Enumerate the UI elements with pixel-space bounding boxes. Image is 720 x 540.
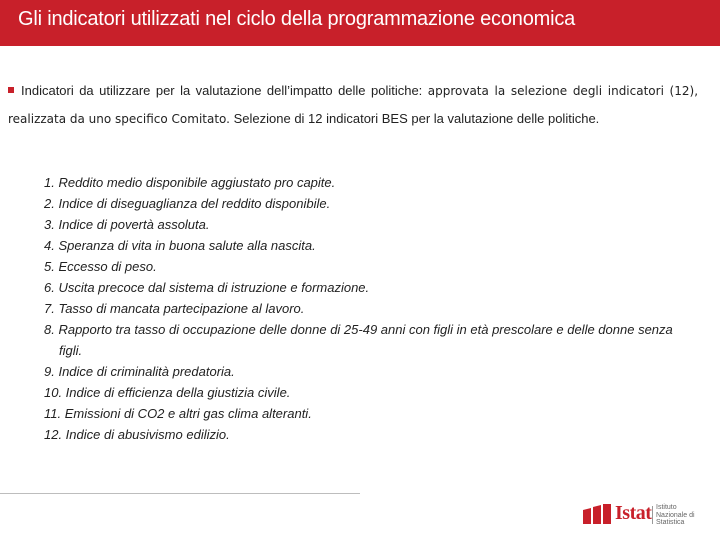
istat-subtitle: Istituto Nazionale di Statistica [656,504,695,526]
title-bar [0,0,720,46]
list-item: 1. Reddito medio disponibile aggiustato pro capite. [44,175,336,190]
list-item: 5. Eccesso di peso. [44,259,157,274]
list-item: 9. Indice di criminalità predatoria. [44,364,235,379]
list-item: 6. Uscita precoce dal sistema di istruzione e formazione. [44,280,370,295]
intro-paragraph [8,77,698,133]
intro-text-part2: approvata la selezione degli indicatori (12), realizzata da uno specifico Comitato. [8,84,699,126]
list-item: 3. Indice di povertà assoluta. [44,217,210,232]
list-item: 4. Speranza di vita in buona salute alla nascita. [44,238,316,253]
list-item: 8. Rapporto tra tasso di occupazione delle donne di 25-49 anni con figli in età prescolare e delle donne senza figli. [44,322,673,358]
istat-wordmark: Istat [615,502,652,524]
indicator-list [44,172,684,445]
list-item: 7. Tasso di mancata partecipazione al lavoro. [44,301,305,316]
list-item: 12. Indice di abusivismo edilizio. [44,427,230,442]
bullet-square-icon [8,87,14,93]
istat-logo [583,500,703,528]
footer-divider [0,493,360,494]
list-item: 2. Indice di diseguaglianza del reddito disponibile. [44,196,331,211]
list-item: 11. Emissioni di CO2 e altri gas clima alteranti. [44,406,312,421]
page-title: Gli indicatori utilizzati nel ciclo della programmazione economica [18,8,576,30]
intro-text-part3: Selezione di 12 indicatori BES per la valutazione delle politiche. [230,111,600,126]
istat-logo-mark-icon [583,504,613,524]
intro-text-part1: Indicatori da utilizzare per la valutazione dell’impatto delle politiche: [21,83,428,98]
list-item: 10. Indice di efficienza della giustizia civile. [44,385,291,400]
logo-divider [652,506,653,524]
